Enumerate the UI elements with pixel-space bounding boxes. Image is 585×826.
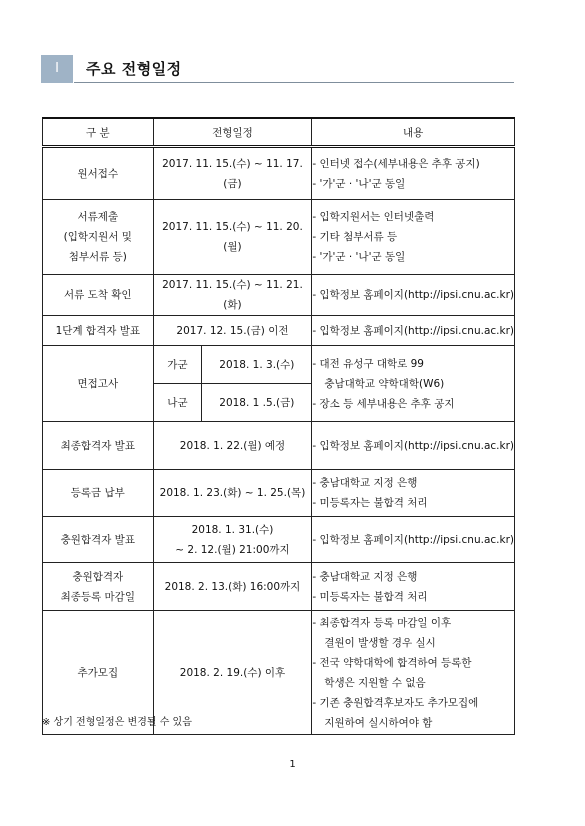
- header-category: 구 분: [43, 118, 154, 147]
- row-date: 2018. 1. 31.(수) ~ 2. 12.(월) 21:00까지: [153, 517, 312, 563]
- table-row: [43, 470, 515, 517]
- page-number: 1: [289, 759, 296, 770]
- row-content: - 입학정보 홈페이지(http://ipsi.cnu.ac.kr): [312, 316, 515, 346]
- row-category: 등록금 납부: [43, 470, 154, 517]
- row-category: 1단계 합격자 발표: [43, 316, 154, 346]
- row-content: - 대전 유성구 대학로 99 충남대학교 약학대학(W6) - 장소 등 세부내용은 추후 공지: [312, 346, 515, 422]
- row-category: 충원합격자 발표: [43, 517, 154, 563]
- row-date: 2017. 11. 15.(수) ~ 11. 21.(화): [153, 275, 312, 316]
- row-category: 원서접수: [43, 147, 154, 200]
- row-date: 2017. 11. 15.(수) ~ 11. 17.(금): [153, 147, 312, 200]
- row-content: - 충남대학교 지정 은행 - 미등록자는 불합격 처리: [312, 470, 515, 517]
- row-date: 2018. 1. 22.(월) 예정: [153, 422, 312, 470]
- row-date: 2018. 1. 23.(화) ~ 1. 25.(목): [153, 470, 312, 517]
- row-date: 2017. 12. 15.(금) 이전: [153, 316, 312, 346]
- row-content: - 인터넷 접수(세부내용은 추후 공지) - '가'군 · '나'군 동일: [312, 147, 515, 200]
- section-title: 주요 전형일정: [86, 60, 182, 78]
- row-content: - 최종합격자 등록 마감일 이후 결원이 발생할 경우 실시 - 전국 약학대학에 합격하여 등록한 학생은 지원할 수 없음 - 기존 충원합격후보자도 추가모집에 지원하여 실시하여야 함: [312, 611, 515, 735]
- row-category: 최종합격자 발표: [43, 422, 154, 470]
- row-content: - 입학정보 홈페이지(http://ipsi.cnu.ac.kr): [312, 275, 515, 316]
- section-heading: [41, 55, 514, 85]
- row-category: 면접고사: [43, 346, 154, 422]
- sub-group-label: 나군: [153, 384, 202, 422]
- header-content: 내용: [312, 118, 515, 147]
- table-row: [43, 147, 515, 200]
- heading-underline: [74, 82, 514, 83]
- row-date: 2018. 2. 13.(화) 16:00까지: [153, 563, 312, 611]
- row-date: 2018. 2. 19.(수) 이후: [153, 611, 312, 735]
- row-content: - 충남대학교 지정 은행 - 미등록자는 불합격 처리: [312, 563, 515, 611]
- sub-group-date: 2018. 1. 3.(수): [202, 346, 312, 384]
- table-row: [43, 563, 515, 611]
- table-row: [43, 200, 515, 275]
- row-content: - 입학정보 홈페이지(http://ipsi.cnu.ac.kr): [312, 517, 515, 563]
- sub-group-date: 2018. 1 .5.(금): [202, 384, 312, 422]
- header-schedule: 전형일정: [153, 118, 312, 147]
- row-content: - 입학정보 홈페이지(http://ipsi.cnu.ac.kr): [312, 422, 515, 470]
- row-category: 충원합격자 최종등록 마감일: [43, 563, 154, 611]
- table-header-row: [43, 118, 515, 147]
- row-category: 서류 도착 확인: [43, 275, 154, 316]
- row-category: 서류제출 (입학지원서 및 첨부서류 등): [43, 200, 154, 275]
- footnote: ※ 상기 전형일정은 변경될 수 있음: [42, 717, 192, 728]
- section-number: Ⅰ: [41, 55, 73, 83]
- row-date: 2017. 11. 15.(수) ~ 11. 20.(월): [153, 200, 312, 275]
- table-row: [43, 517, 515, 563]
- table-row: [43, 346, 515, 384]
- table-row: [43, 316, 515, 346]
- table-row: [43, 275, 515, 316]
- row-category: 추가모집: [43, 611, 154, 735]
- row-content: - 입학지원서는 인터넷출력 - 기타 첨부서류 등 - '가'군 · '나'군 동일: [312, 200, 515, 275]
- sub-group-label: 가군: [153, 346, 202, 384]
- schedule-table: [42, 117, 515, 735]
- table-row: [43, 422, 515, 470]
